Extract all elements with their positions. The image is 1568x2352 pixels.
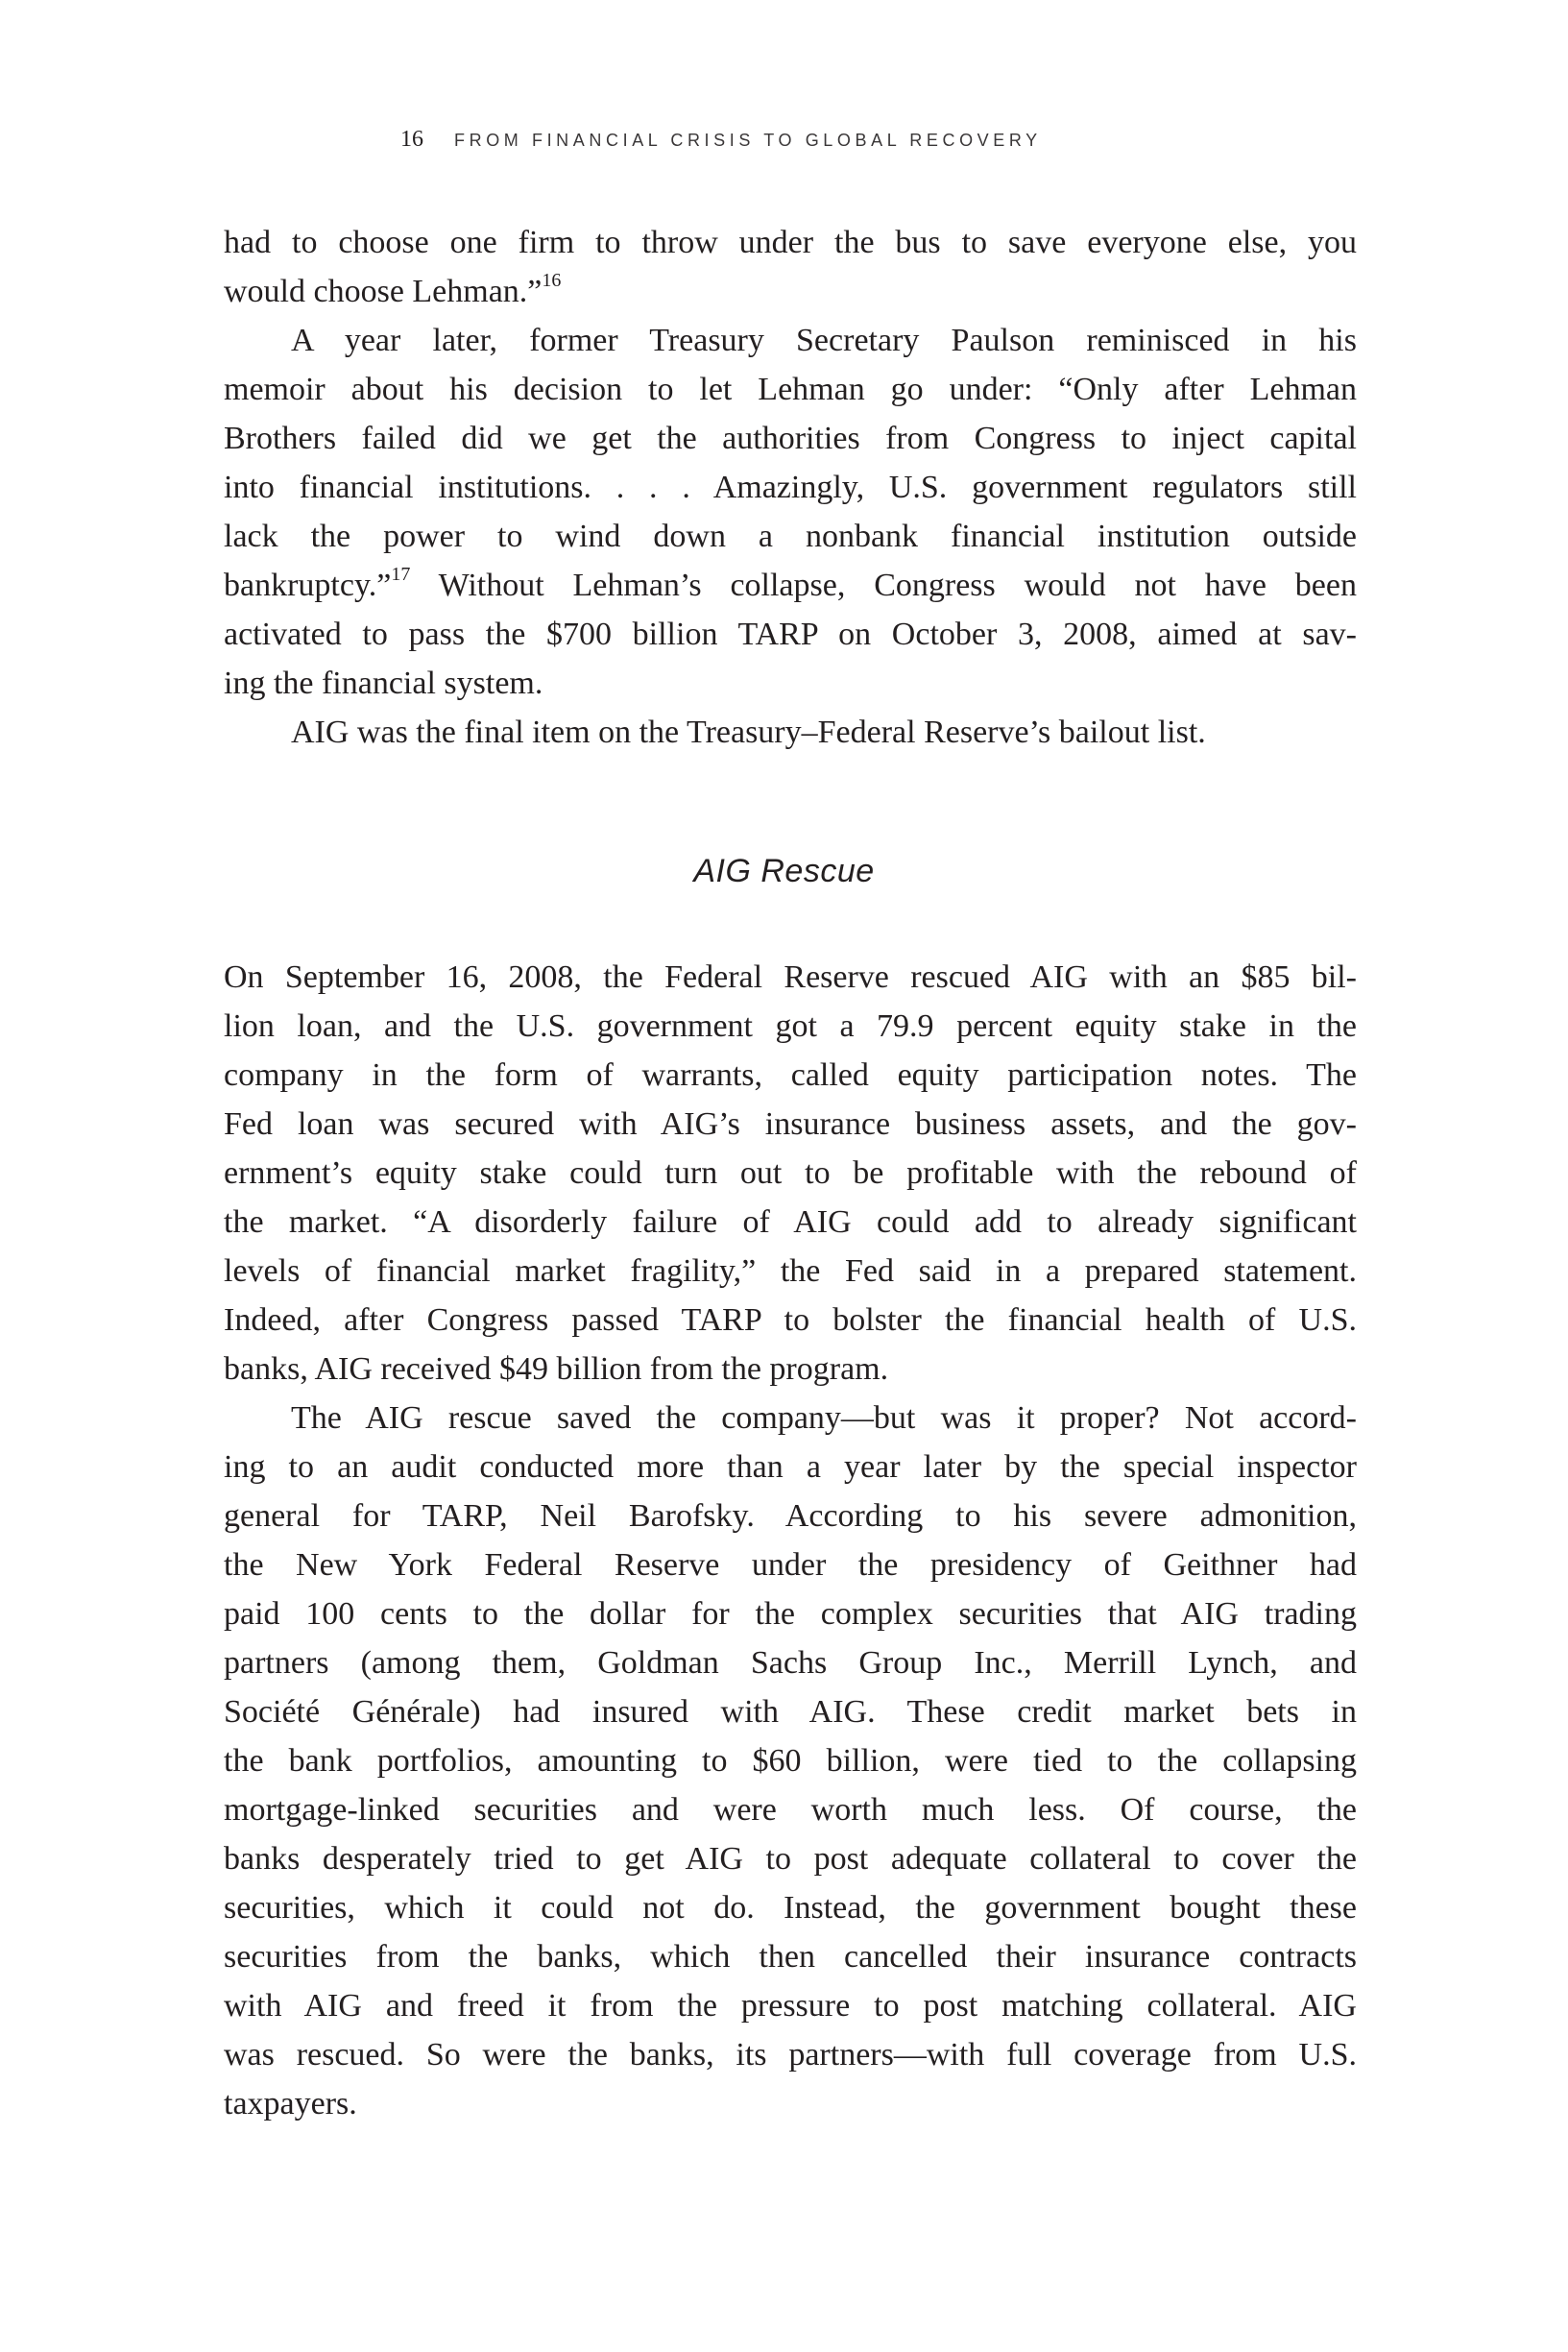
- text-line: [224, 1149, 1357, 1198]
- line-text: On September 16, 2008, the Federal Reserve rescued AIG with an $85 bil-: [224, 959, 1357, 995]
- line-text: bankruptcy.”: [224, 568, 392, 603]
- text-line: [224, 512, 1357, 561]
- text-line: [224, 1883, 1357, 1932]
- text-line: [224, 708, 1357, 757]
- text-line: [224, 561, 1357, 610]
- text-line: [224, 610, 1357, 659]
- body-text-before-heading: [224, 218, 1357, 757]
- line-text: Indeed, after Congress passed TARP to bolster the financial health of U.S.: [224, 1302, 1357, 1338]
- text-line: [224, 2030, 1357, 2079]
- line-text: ing to an audit conducted more than a year later by the special inspector: [224, 1449, 1357, 1485]
- text-line: [224, 1100, 1357, 1149]
- text-line: [224, 1491, 1357, 1540]
- line-text: Brothers failed did we get the authorities from Congress to inject capital: [224, 421, 1357, 456]
- line-text: partners (among them, Goldman Sachs Group Inc., Merrill Lynch, and: [224, 1645, 1357, 1681]
- text-line: [224, 1345, 1357, 1394]
- line-text: Société Générale) had insured with AIG. These credit market bets in: [224, 1694, 1357, 1730]
- text-line: [224, 267, 1357, 316]
- section-heading: AIG Rescue: [693, 853, 875, 889]
- line-text: paid 100 cents to the dollar for the complex securities that AIG trading: [224, 1596, 1357, 1632]
- line-text: mortgage-linked securities and were worth much less. Of course, the: [224, 1792, 1357, 1828]
- line-text: the New York Federal Reserve under the presidency of Geithner had: [224, 1547, 1357, 1583]
- line-text: AIG was the final item on the Treasury–Federal Reserve’s bailout list.: [291, 715, 1206, 750]
- line-text: securities, which it could not do. Instead, the government bought these: [224, 1890, 1357, 1926]
- text-line: [224, 1394, 1357, 1443]
- text-line: [224, 1736, 1357, 1785]
- line-text: the bank portfolios, amounting to $60 billion, were tied to the collapsing: [224, 1743, 1357, 1779]
- line-text: banks, AIG received $49 billion from the program.: [224, 1351, 889, 1387]
- line-text: lion loan, and the U.S. government got a 79.9 percent equity stake in the: [224, 1008, 1357, 1044]
- footnote-reference[interactable]: 16: [542, 269, 562, 291]
- line-text-continued: Without Lehman’s collapse, Congress would not have been: [410, 568, 1357, 603]
- body-text-aig-rescue: [224, 953, 1357, 2128]
- line-text: into financial institutions. . . . Amazingly, U.S. government regulators still: [224, 470, 1357, 505]
- text-line: [224, 463, 1357, 512]
- text-line: [224, 1834, 1357, 1883]
- line-text: ernment’s equity stake could turn out to be profitable with the rebound of: [224, 1155, 1357, 1191]
- text-line: [224, 1981, 1357, 2030]
- line-text: securities from the banks, which then cancelled their insurance contracts: [224, 1939, 1357, 1975]
- footnote-reference[interactable]: 17: [391, 563, 411, 585]
- line-text: Fed loan was secured with AIG’s insurance business assets, and the gov-: [224, 1106, 1357, 1142]
- text-line: [224, 1247, 1357, 1296]
- line-text: general for TARP, Neil Barofsky. According to his severe admonition,: [224, 1498, 1357, 1534]
- line-text: had to choose one firm to throw under the bus to save everyone else, you: [224, 225, 1357, 260]
- text-line: [224, 953, 1357, 1002]
- text-line: [224, 2079, 1357, 2128]
- text-line: [224, 1198, 1357, 1247]
- line-text: company in the form of warrants, called equity participation notes. The: [224, 1057, 1357, 1093]
- line-text: banks desperately tried to get AIG to post adequate collateral to cover the: [224, 1841, 1357, 1877]
- running-title: FROM FINANCIAL CRISIS TO GLOBAL RECOVERY: [454, 131, 1042, 150]
- text-line: [224, 1638, 1357, 1687]
- line-text: would choose Lehman.”: [224, 274, 543, 309]
- line-text: taxpayers.: [224, 2086, 357, 2122]
- line-text: The AIG rescue saved the company—but was it proper? Not accord-: [291, 1400, 1357, 1436]
- line-text: ing the financial system.: [224, 666, 543, 701]
- page-number: 16: [400, 127, 423, 152]
- line-text: A year later, former Treasury Secretary Paulson reminisced in his: [291, 323, 1357, 358]
- line-text: activated to pass the $700 billion TARP on October 3, 2008, aimed at sav-: [224, 617, 1357, 652]
- text-line: [224, 365, 1357, 414]
- text-line: [224, 1540, 1357, 1589]
- text-line: [224, 1002, 1357, 1051]
- text-line: [224, 316, 1357, 365]
- line-text: the market. “A disorderly failure of AIG could add to already significant: [224, 1204, 1357, 1240]
- text-line: [224, 1589, 1357, 1638]
- line-text: memoir about his decision to let Lehman go under: “Only after Lehman: [224, 372, 1357, 407]
- line-text: lack the power to wind down a nonbank financial institution outside: [224, 519, 1357, 554]
- text-line: [224, 1687, 1357, 1736]
- text-line: [224, 218, 1357, 267]
- text-line: [224, 1443, 1357, 1491]
- line-text: was rescued. So were the banks, its partners—with full coverage from U.S.: [224, 2037, 1357, 2073]
- line-text: levels of financial market fragility,” the Fed said in a prepared statement.: [224, 1253, 1357, 1289]
- text-line: [224, 659, 1357, 708]
- text-line: [224, 1785, 1357, 1834]
- text-line: [224, 414, 1357, 463]
- line-text: with AIG and freed it from the pressure to post matching collateral. AIG: [224, 1988, 1357, 2024]
- running-head: [400, 127, 1042, 158]
- text-line: [224, 1932, 1357, 1981]
- text-line: [224, 1296, 1357, 1345]
- text-line: [224, 1051, 1357, 1100]
